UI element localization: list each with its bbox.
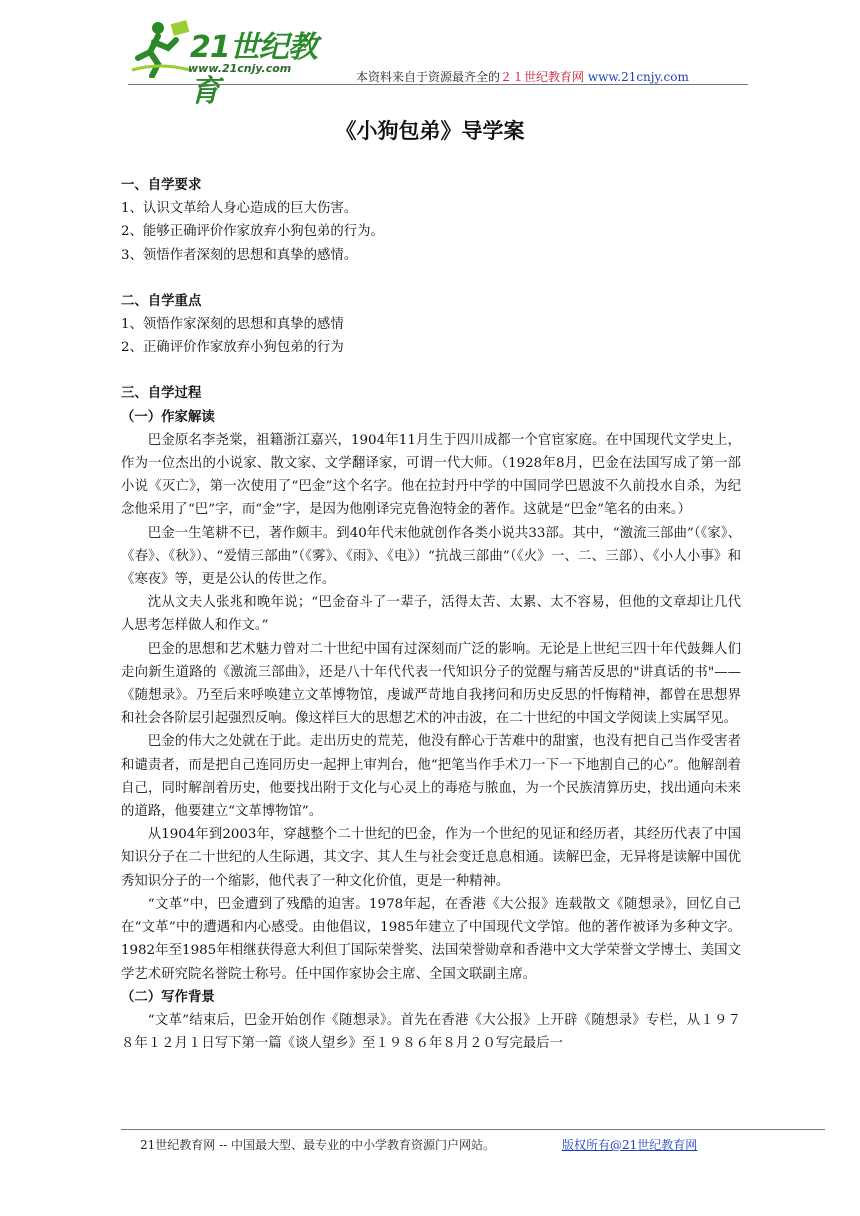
header-divider — [128, 84, 748, 85]
list-item: 2、正确评价作家放弃小狗包弟的行为 — [121, 340, 344, 356]
footer-text: 21世纪教育网 -- 中国最大型、最专业的中小学教育资源门户网站。 — [140, 1138, 496, 1152]
logo-text: 21世纪教育 — [190, 30, 317, 109]
subsection-heading: （一）作家解读 — [121, 409, 215, 425]
list-item: 1、认识文革给人身心造成的巨大伤害。 — [121, 201, 358, 217]
section-heading: 一、自学要求 — [121, 178, 202, 193]
header-note-prefix: 本资料来自于资源最齐全的 — [356, 70, 501, 84]
page-title: 《小狗包弟》导学案 — [335, 119, 525, 143]
document-body — [121, 174, 741, 1055]
list-item: 2、能够正确评价作家放弃小狗包弟的行为。 — [121, 224, 384, 240]
subsection-heading: （二）写作背景 — [121, 989, 215, 1005]
site-logo[interactable] — [128, 18, 338, 109]
section-heading: 三、自学过程 — [121, 386, 202, 402]
spacer — [121, 267, 741, 290]
paragraph: “文革”中，巴金遭到了残酷的迫害。1978年起，在香港《大公报》连载散文《随想录》，回忆自己在“文革”中的遭遇和内心感受。由他倡议，1985年建立了中国现代文学馆。他的著作被译为多种文字。1982年至1985年相继获得意大利但丁国际荣誉奖、法国荣誉勋章和香港中文大学荣誉文学博士、美国文学艺术研究院名誉院士称号。任中国作家协会主席、全国文联副主席。 — [121, 896, 741, 982]
paragraph: 巴金一生笔耕不已，著作颇丰。到40年代末他就创作各类小说共33部。其中，“激流三部曲”（《家》、《春》、《秋》）、“爱情三部曲”（《雾》、《雨》、《电》）“抗战三部曲”（《火》一、二、三部）、《小人小事》和《寒夜》等，更是公认的传世之作。 — [121, 525, 741, 588]
paragraph: 沈从文夫人张兆和晚年说；“巴金奋斗了一辈子，活得太苦、太累、太不容易，但他的文章却让几代人思考怎样做人和作文。” — [121, 595, 741, 634]
paragraph: “文革”结束后，巴金开始创作《随想录》。首先在香港《大公报》上开辟《随想录》专栏，从１９７８年１２月１日写下第一篇《谈人望乡》至１９８６年８月２０写完最后一 — [121, 1012, 741, 1052]
paragraph: 巴金的思想和艺术魅力曾对二十世纪中国有过深刻而广泛的影响。无论是上世纪三四十年代鼓舞人们走向新生道路的《激流三部曲》，还是八十年代代表一代知识分子的觉醒与痛苦反思的"讲真话的书"——《随想录》。乃至后来呼唤建立文革博物馆，虔诚严苛地自我拷问和历史反思的忏悔精神，都曾在思想界和社会各阶层引起强烈反响。像这样巨大的思想艺术的冲击波，在二十世纪的中国文学阅读上实属罕见。 — [121, 641, 741, 727]
page-header — [0, 0, 860, 109]
header-note — [356, 68, 689, 85]
list-item: 1、领悟作家深刻的思想和真挚的感情 — [121, 317, 344, 333]
header-site-link[interactable]: www.21cnjy.com — [587, 70, 689, 84]
header-note-site: ２１世纪教育网 — [500, 70, 585, 84]
paragraph: 从1904年到2003年，穿越整个二十世纪的巴金，作为一个世纪的见证和经历者，其经历代表了中国知识分子在二十世纪的人生际遇，其文字、其人生与社会变迁息息相通。读解巴金，无异将是读解中国优秀知识分子的一个缩影，他代表了一种文化价值，更是一种精神。 — [121, 827, 741, 889]
logo-url: www.21cnjy.com — [188, 62, 292, 75]
running-figure-icon — [128, 18, 192, 78]
footer-divider — [121, 1129, 825, 1130]
paragraph: 巴金的伟大之处就在于此。走出历史的荒芜，他没有醉心于苦难中的甜蜜，也没有把自己当作受害者和谴责者，而是把自己连同历史一起押上审判台，他“把笔当作手术刀一下一下地割自己的心”。他解剖着自己，同时解剖着历史，他要找出附于文化与心灵上的毒疮与脓血，为一个民族清算历史，找出通向未来的道路，他要建立“文革博物馆”。 — [121, 734, 741, 820]
spacer — [121, 359, 741, 382]
section-heading: 二、自学重点 — [121, 293, 202, 309]
list-item: 3、领悟作者深刻的思想和真挚的感情。 — [121, 247, 358, 263]
paragraph: 巴金原名李尧棠，祖籍浙江嘉兴，1904年11月生于四川成都一个官宦家庭。在中国现代文学史上，作为一位杰出的小说家、散文家、文学翻译家，可谓一代大师。（1928年8月，巴金在法国写成了第一部小说《灭亡》，第一次使用了“巴金”这个名字。他在拉封丹中学的中国同学巴恩波不久前投水自杀，为纪念他采用了“巴”字，而“金”字，是因为他刚译完克鲁泡特金的著作。这就是“巴金”笔名的由来。） — [121, 432, 741, 518]
copyright-link[interactable]: 版权所有@21世纪教育网 — [562, 1138, 698, 1152]
